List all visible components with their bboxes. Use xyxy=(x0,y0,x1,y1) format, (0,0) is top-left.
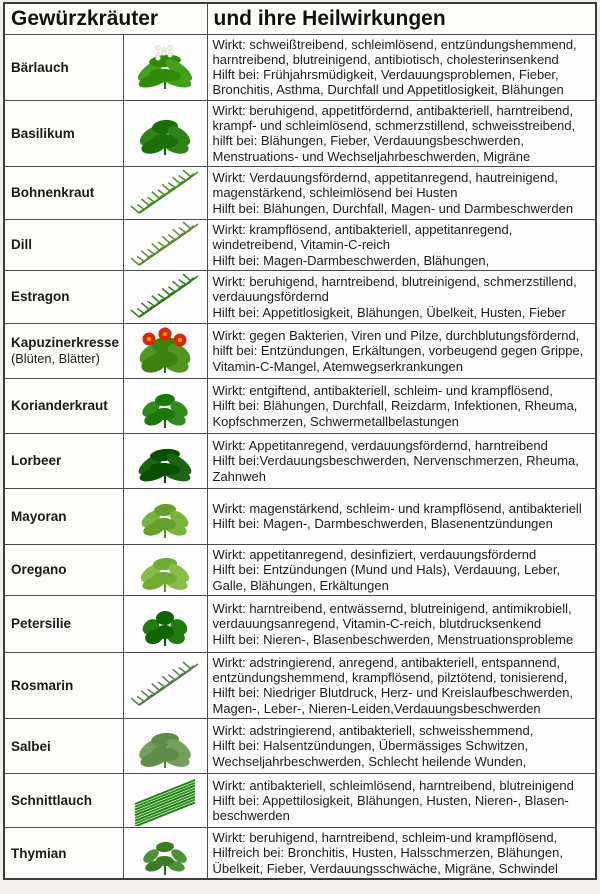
herb-effects-cell xyxy=(207,219,596,270)
table-header-row xyxy=(4,3,596,34)
herb-effects-cell xyxy=(207,488,596,544)
hilft-bei-text: Hilft bei: Appettilosigkeit, Blähungen, Husten, Nieren-, Blasen- beschwerden xyxy=(212,792,569,824)
salbei-plant-image xyxy=(123,719,207,774)
header-gewuerzkraeuter: Gewürzkräuter xyxy=(4,3,207,34)
herb-name-cell xyxy=(4,378,123,433)
wirkt-text: Wirkt: magenstärkend, schleim- und krampflösend, antibakteriell xyxy=(212,501,582,517)
header-heilwirkungen: und ihre Heilwirkungen xyxy=(207,3,596,34)
herb-name-cell xyxy=(4,433,123,488)
hilft-bei-text: Hilft bei:Verdauungsbeschwerden, Nervenschmerzen, Rheuma, Zahnweh xyxy=(212,453,579,484)
hilft-bei-text: Hilft bei: Nieren-, Blasenbeschwerden, Menstruationsprobleme xyxy=(212,631,574,647)
herb-name-cell xyxy=(4,652,123,718)
wirkt-text: Wirkt: Appetitanregend, verdauungsfördernd, harntreibend xyxy=(212,437,548,453)
herb-effects-cell xyxy=(207,100,596,166)
basilikum-plant-image xyxy=(123,100,207,166)
herb-name-cell xyxy=(4,774,123,828)
hilft-bei-text: hilft bei: Blähungen, Fieber, Verdauungsbeschwerden, Menstruations- und Wechseljahrbeschwerden, Migräne xyxy=(212,133,531,164)
herb-name-cell xyxy=(4,219,123,270)
herb-row-basilikum xyxy=(4,100,596,166)
herb-effects-cell xyxy=(207,652,596,718)
hilft-bei-text: hilft bei: Entzündungen, Erkältungen, vorbeugend gegen Grippe, Vitamin-C-Mangel, Atemwegserkrankungen xyxy=(212,343,584,374)
herb-name: Thymian xyxy=(11,845,67,861)
herb-name-cell xyxy=(4,34,123,100)
herb-name-cell xyxy=(4,166,123,219)
wirkt-text: Wirkt: schweißtreibend, schleimlösend, entzündungshemmend, harntreibend, blutreinigend, antibiotisch, cholesterinsenkend xyxy=(212,36,577,67)
hilft-bei-text: Hilft bei: Niedriger Blutdruck, Herz- und Kreislaufbeschwerden, Magen-, Leber-, Nieren-Leiden,Verdauungsbeschwerden xyxy=(212,685,574,716)
herb-row-salbei xyxy=(4,719,596,774)
wirkt-text: Wirkt: appetitanregend, desinfiziert, verdauungsfördernd xyxy=(212,546,537,562)
herb-effects-cell xyxy=(207,595,596,652)
thymian-plant-image xyxy=(123,828,207,880)
wirkt-text: Wirkt: beruhigend, harntreibend, blutreinigend, schmerzstillend, verdauungsfördernd xyxy=(212,273,577,305)
herb-name: Kapuzinerkresse xyxy=(11,335,120,351)
wirkt-text: Wirkt: gegen Bakterien, Viren und Pilze, durchblutungsfördernd, xyxy=(212,327,580,343)
herb-effects-cell xyxy=(207,378,596,433)
wirkt-text: Wirkt: beruhigend, appetitfördernd, antibakteriell, harntreibend, krampf- und schleimlösend, schmerzstillend, schweisstreibend, xyxy=(212,102,576,133)
herb-row-korianderkraut xyxy=(4,378,596,433)
herb-name-cell xyxy=(4,828,123,880)
mayoran-plant-image xyxy=(123,488,207,544)
herb-name-cell xyxy=(4,595,123,652)
kapuzinerkresse-plant-image xyxy=(123,323,207,378)
herb-effects-cell xyxy=(207,719,596,774)
herb-name: Lorbeer xyxy=(11,453,62,469)
herb-name-cell xyxy=(4,323,123,378)
hilft-bei-text: Hilft bei: Magen-Darmbeschwerden, Blähungen, xyxy=(212,252,490,268)
herb-name: Korianderkraut xyxy=(11,398,108,414)
herb-effects-cell xyxy=(207,323,596,378)
herb-row-mayoran xyxy=(4,488,596,544)
wirkt-text: Wirkt: beruhigend, harntreibend, schleim-und krampflösend, xyxy=(212,830,558,846)
lorbeer-plant-image xyxy=(123,433,207,488)
herb-row-lorbeer xyxy=(4,433,596,488)
hilft-bei-text: Hilft bei: Entzündungen (Mund und Hals), Verdauung, Leber, Galle, Blähungen, Erkältungen xyxy=(212,562,561,593)
wirkt-text: Wirkt: adstringierend, antibakteriell, schweisshemmend, xyxy=(212,723,534,739)
herb-row-rosmarin xyxy=(4,652,596,718)
herb-row-thymian xyxy=(4,828,596,880)
oregano-plant-image xyxy=(123,544,207,595)
herb-effects-cell xyxy=(207,828,596,880)
herb-name: Petersilie xyxy=(11,616,72,632)
estragon-plant-image xyxy=(123,270,207,323)
herb-name: Bärlauch xyxy=(11,59,69,75)
herb-row-schnittlauch xyxy=(4,774,596,828)
hilft-bei-text: Hilft bei: Magen-, Darmbeschwerden, Blasenentzündungen xyxy=(212,516,553,532)
herb-effects-cell xyxy=(207,433,596,488)
herb-name-cell xyxy=(4,270,123,323)
wirkt-text: Wirkt: adstringierend, anregend, antibakteriell, entspannend, entzündungshemmend, krampflösend, pilztötend, tonisierend, xyxy=(212,654,568,686)
herb-row-brlauch xyxy=(4,34,596,100)
wirkt-text: Wirkt: antibakteriell, schleimlösend, harntreibend, blutreinigend xyxy=(212,777,574,793)
herb-name-cell xyxy=(4,544,123,595)
hilft-bei-text: Hilft bei: Blähungen, Durchfall, Magen- und Darmbeschwerden xyxy=(212,200,574,216)
herb-row-kapuzinerkresse xyxy=(4,323,596,378)
petersilie-plant-image xyxy=(123,595,207,652)
herb-name: Dill xyxy=(11,237,33,253)
herb-subname: (Blüten, Blätter) xyxy=(11,351,100,367)
herb-name-cell xyxy=(4,719,123,774)
herb-name: Schnittlauch xyxy=(11,793,93,809)
herb-effects-cell xyxy=(207,544,596,595)
herb-table xyxy=(3,2,597,880)
herb-row-petersilie xyxy=(4,595,596,652)
rosmarin-plant-image xyxy=(123,652,207,718)
herb-row-dill xyxy=(4,219,596,270)
wirkt-text: Wirkt: entgiftend, antibakteriell, schleim- und krampflösend, xyxy=(212,382,553,398)
herb-name: Bohnenkraut xyxy=(11,185,95,201)
herb-name-cell xyxy=(4,488,123,544)
herb-row-estragon xyxy=(4,270,596,323)
baerlauch-plant-image xyxy=(123,34,207,100)
herb-row-bohnenkraut xyxy=(4,166,596,219)
wirkt-text: Wirkt: harntreibend, entwässernd, blutreinigend, antimikrobiell, verdauungsanregend, Vitamin-C-reich, blutdrucksenkend xyxy=(212,600,572,632)
hilft-bei-text: Hilft bei: Halsentzündungen, Übermässiges Schwitzen, Wechseljahrbeschwerden, Schlecht heilende Wunden, xyxy=(212,738,529,769)
hilft-bei-text: Hilft bei: Blähungen, Durchfall, Reizdarm, Infektionen, Rheuma, Kopfschmerzen, Schwermetallbelastungen xyxy=(212,398,578,429)
herb-effects-cell xyxy=(207,166,596,219)
korianderkraut-plant-image xyxy=(123,378,207,433)
schnittlauch-plant-image xyxy=(123,774,207,828)
wirkt-text: Wirkt: Verdauungsfördernd, appetitanregend, hautreinigend, magenstärkend, schleimlösend bei Husten xyxy=(212,169,558,201)
hilft-bei-text: Hilft bei: Appetitlosigkeit, Blähungen, Übelkeit, Husten, Fieber xyxy=(212,304,566,320)
herb-row-oregano xyxy=(4,544,596,595)
herb-name: Oregano xyxy=(11,562,67,578)
hilft-bei-text: Hilfreich bei: Bronchitis, Husten, Halsschmerzen, Blähungen, Übelkeit, Fieber, Verdauungsschwäche, Migräne, Schwindel xyxy=(212,845,563,876)
herb-name: Salbei xyxy=(11,738,51,754)
herb-name: Basilikum xyxy=(11,125,75,141)
wirkt-text: Wirkt: krampflösend, antibakteriell, appetitanregend, windetreibend, Vitamin-C-reich xyxy=(212,221,513,253)
herb-name: Rosmarin xyxy=(11,677,74,693)
herb-effects-cell xyxy=(207,270,596,323)
hilft-bei-text: Hilft bei: Frühjahrsmüdigkeit, Verdauungsproblemen, Fieber, Bronchitis, Asthma, Durchfall und Appetitlosigkeit, Blähungen xyxy=(212,67,564,98)
herb-effects-cell xyxy=(207,774,596,828)
bohnenkraut-plant-image xyxy=(123,166,207,219)
herb-effects-cell xyxy=(207,34,596,100)
dill-plant-image xyxy=(123,219,207,270)
herb-name: Mayoran xyxy=(11,508,67,524)
herb-name-cell xyxy=(4,100,123,166)
herb-name: Estragon xyxy=(11,289,70,305)
